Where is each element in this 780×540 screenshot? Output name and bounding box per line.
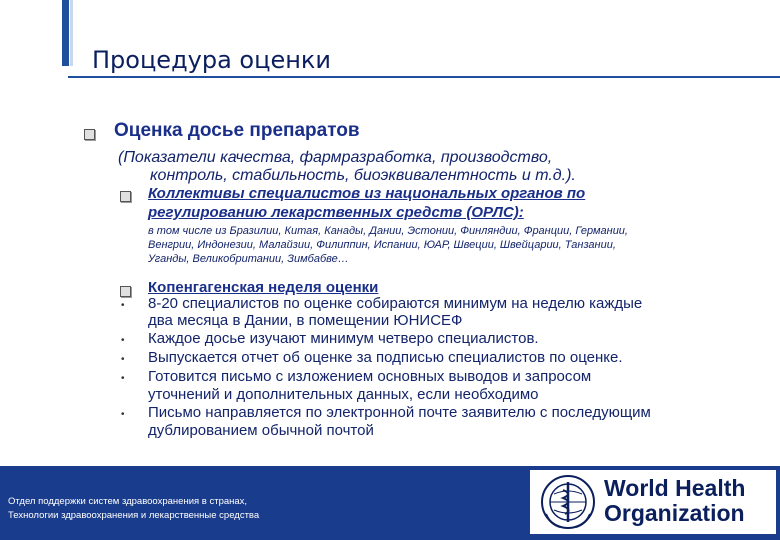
square-bullet-icon	[84, 129, 95, 140]
square-bullet-icon	[120, 286, 131, 297]
countries-line2: Венгрии, Индонезии, Малайзии, Филиппин, Испании, ЮАР, Швеции, Швейцарии, Танзании,	[148, 239, 616, 251]
list-item-4-line2: уточнений и дополнительных данных, если необходимо	[148, 386, 539, 403]
square-bullet-icon	[120, 191, 131, 202]
bullet-dot-icon: •	[121, 335, 125, 346]
section-paragraph-line2: контроль, стабильность, биоэквивалентность и т.д.).	[150, 167, 576, 184]
subsection2-heading: Копенгагенская неделя оценки	[148, 279, 379, 296]
logo-text-line2: Organization	[604, 500, 745, 526]
countries-line1: в том числе из Бразилии, Китая, Канады, Дании, Эстонии, Финляндии, Франции, Германии,	[148, 225, 628, 237]
bullet-dot-icon: •	[121, 373, 125, 384]
who-logo	[530, 470, 776, 534]
logo-text-line1: World Health	[604, 475, 746, 501]
list-item-3: Выпускается отчет об оценке за подписью специалистов по оценке.	[148, 349, 623, 366]
section-heading: Оценка досье препаратов	[114, 120, 360, 141]
bullet-dot-icon: •	[121, 409, 125, 420]
decor-vertical-bar-light	[70, 0, 73, 66]
countries-line3: Уганды, Великобритании, Зимбабве…	[148, 253, 349, 265]
list-item-4-line1: Готовится письмо с изложением основных выводов и запросом	[148, 368, 592, 385]
list-item-5-line1: Письмо направляется по электронной почте заявителю с последующим	[148, 404, 651, 421]
list-item-1-line1: 8-20 специалистов по оценке собираются минимум на неделю каждые	[148, 295, 643, 312]
bullet-dot-icon: •	[121, 300, 125, 311]
list-item-2: Каждое досье изучают минимум четверо специалистов.	[148, 330, 539, 347]
footer-text-line1: Отдел поддержки систем здравоохранения в странах,	[8, 496, 248, 507]
list-item-5-line2: дублированием обычной почтой	[148, 422, 374, 439]
page-title: Процедура оценки	[92, 46, 332, 74]
decor-vertical-bar	[62, 0, 69, 66]
subsection1-heading-line2: регулированию лекарственных средств (ОРЛС):	[148, 204, 524, 221]
list-item-1-line2: два месяца в Дании, в помещении ЮНИСЕФ	[148, 312, 463, 329]
title-underline	[68, 76, 780, 78]
bullet-dot-icon: •	[121, 354, 125, 365]
footer-text-line2: Технологии здравоохранения и лекарственные средства	[8, 510, 260, 521]
section-paragraph-line1: (Показатели качества, фармразработка, производство,	[118, 149, 553, 166]
subsection1-heading-line1: Коллективы специалистов из национальных органов по	[148, 185, 586, 202]
who-emblem-icon	[540, 474, 596, 530]
